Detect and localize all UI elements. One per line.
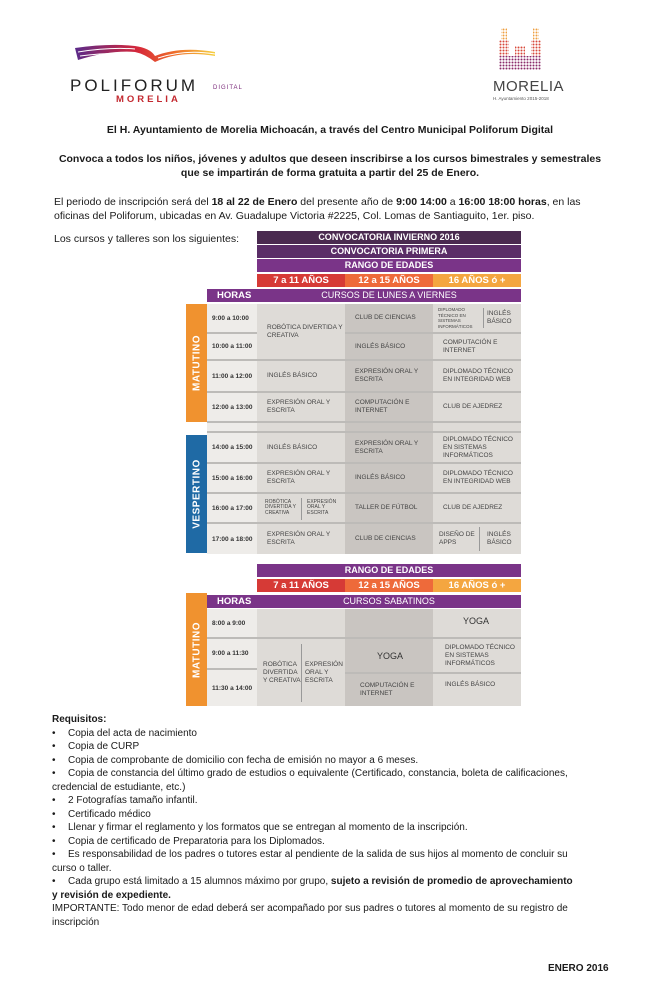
requirements — [52, 713, 622, 929]
course-cell: YOGA — [433, 609, 521, 639]
requirement-item — [52, 835, 622, 849]
item-text: Copia del acta de nacimiento — [68, 727, 197, 739]
intro-line-2b: que se impartirán de forma gratuita a partir del 25 de Enero. — [180, 167, 480, 179]
item-text: curso o taller. — [52, 862, 112, 874]
course-cell: EXPRESIÓN ORAL Y ESCRITA — [301, 494, 345, 524]
hour-cell: 17:00 a 18:00 — [207, 524, 257, 554]
item-text-bold: sujeto a revisión de promedio de aprovechamiento — [330, 876, 573, 887]
text: , en las — [546, 196, 581, 208]
item-text: 2 Fotografías tamaño infantil. — [68, 795, 198, 806]
age-12-15: 12 a 15 AÑOS — [345, 274, 433, 287]
important-text: IMPORTANTE: Todo menor de edad deberá ser acompañado por sus padres o tutores al momento de su registro de — [52, 903, 568, 914]
courses-label: Los cursos y talleres son los siguientes: — [54, 233, 240, 245]
dates: 18 al 22 de Enero — [211, 196, 298, 208]
item-text: Cada grupo está limitado a 15 alumnos máximo por grupo, — [68, 876, 331, 887]
shift-morning — [186, 593, 207, 706]
requirement-item — [52, 808, 622, 822]
bullet: • — [52, 795, 56, 806]
hour-cell: 16:00 a 17:00 — [207, 494, 257, 524]
requirements-title: Requisitos: — [52, 714, 107, 725]
age-7-11: 7 a 11 AÑOS — [257, 579, 345, 592]
age-16-plus: 16 AÑOS ó + — [433, 274, 521, 287]
bullet: • — [52, 727, 56, 739]
poliforum-logo — [70, 38, 243, 105]
schedule-title: CONVOCATORIA INVIERNO 2016 — [257, 231, 521, 244]
course-cell: CLUB DE AJEDREZ — [433, 494, 521, 524]
course-cell: DISEÑO DE APPS — [439, 531, 475, 546]
course-cell: INGLÉS BÁSICO — [257, 433, 345, 464]
course-cell: EXPRESIÓN ORAL Y ESCRITA — [267, 531, 331, 546]
courses-header: CURSOS DE LUNES A VIERNES — [257, 289, 521, 302]
requirement-item — [52, 767, 622, 794]
logo-word: MORELIA — [493, 78, 565, 95]
hour-cell: 11:30 a 14:00 — [207, 670, 257, 706]
courses-header: CURSOS SABATINOS — [257, 595, 521, 608]
item-text: credencial de estudiante, etc.) — [52, 781, 186, 793]
age-range-label: RANGO DE EDADES — [257, 564, 521, 577]
course-cell: COMPUTACIÓN E INTERNET — [360, 682, 415, 697]
hours: 16:00 18:00 horas — [458, 196, 547, 208]
bullet: • — [52, 768, 56, 779]
text: del presente año de — [297, 196, 397, 208]
item-text: Copia de comprobante de domicilio con fecha de emisión no mayor a 6 meses. — [68, 754, 419, 766]
course-cell: EXPRESIÓN ORAL Y ESCRITA — [345, 361, 433, 393]
intro-line-1: El H. Ayuntamiento de Morelia Michoacán, a través del Centro Municipal Poliforum Digital — [106, 124, 554, 136]
age-16-plus: 16 AÑOS ó + — [433, 579, 521, 592]
hour-cell: 8:00 a 9:00 — [207, 609, 257, 639]
course-cell: COMPUTACIÓN E INTERNET — [345, 393, 433, 423]
hour-cell: 9:00 a 11:30 — [207, 639, 257, 670]
course-cell: YOGA — [345, 639, 433, 674]
shift-evening — [186, 435, 207, 553]
item-text: Llenar y firmar el reglamento y los formatos que se entregan al momento de la inscripción. — [68, 822, 468, 833]
logo-city: MORELIA — [116, 94, 181, 105]
bullet: • — [52, 876, 56, 887]
bullet: • — [52, 822, 56, 833]
hour-cell: 12:00 a 13:00 — [207, 393, 257, 423]
course-cell: INGLÉS BÁSICO — [345, 464, 433, 494]
course-cell: TALLER DE FÚTBOL — [345, 494, 433, 524]
registration-period — [54, 195, 624, 223]
schedule-subtitle: CONVOCATORIA PRIMERA — [257, 245, 521, 258]
course-cell: INGLÉS BÁSICO — [257, 361, 345, 393]
intro-line-2a: Convoca a todos los niños, jóvenes y adultos que deseen inscribirse a los cursos bimestrales y semestrales — [58, 153, 602, 165]
logo-word: POLIFORUM — [70, 76, 199, 95]
hour-cell: 10:00 a 11:00 — [207, 334, 257, 361]
item-text: Copia de CURP — [68, 741, 140, 752]
shift-morning — [186, 304, 207, 422]
hours-label: HORAS — [207, 289, 257, 302]
course-cell: EXPRESIÓN ORAL Y ESCRITA — [257, 393, 345, 423]
bullet: • — [52, 849, 56, 860]
logo-suffix: DIGITAL — [213, 85, 243, 91]
course-cell: CLUB DE AJEDREZ — [433, 393, 521, 423]
course-cell: INGLÉS BÁSICO — [483, 304, 521, 334]
course-cell: EXPRESIÓN ORAL Y ESCRITA — [345, 433, 433, 464]
requirement-item — [52, 740, 622, 754]
address: oficinas del Poliforum, ubicadas en Av. Guadalupe Victoria #2225, Col. Lomas de Santiaguito, 1er. piso. — [54, 210, 535, 222]
requirement-item — [52, 875, 622, 902]
course-cell: ROBÓTICA DIVERTIDA Y CREATIVA — [257, 304, 345, 361]
footer-date: ENERO 2016 — [548, 963, 609, 974]
course-cell: DIPLOMADO TÉCNICO EN SISTEMAS INFORMÁTICOS — [433, 304, 483, 334]
course-cell: ROBÓTICA DIVERTIDA Y CREATIVA — [263, 660, 301, 684]
course-cell: CLUB DE CIENCIAS — [345, 304, 433, 334]
hour-spacer — [207, 423, 257, 433]
requirement-item — [52, 727, 622, 741]
age-12-15: 12 a 15 AÑOS — [345, 579, 433, 592]
requirement-item — [52, 821, 622, 835]
hours-label: HORAS — [207, 595, 257, 608]
course-cell: INGLÉS BÁSICO — [487, 531, 512, 546]
item-text: Copia de constancia del último grado de estudios o equivalente (Certificado, constancia, boleta de calificaciones, — [68, 768, 568, 779]
item-text: Es responsabilidad de los padres o tutores estar al pendiente de la salida de sus hijos al momento de concluir su — [68, 849, 568, 860]
bullet: • — [52, 835, 56, 847]
item-text-bold: y revisión de expediente. — [52, 889, 171, 901]
course-cell: DIPLOMADO TÉCNICO EN SISTEMAS INFORMÁTICOS — [433, 433, 521, 464]
age-range-label: RANGO DE EDADES — [257, 259, 521, 272]
shift-label: MATUTINO — [191, 621, 202, 678]
hour-cell: 14:00 a 15:00 — [207, 433, 257, 464]
bullet: • — [52, 754, 56, 766]
text: a — [446, 196, 459, 208]
course-cell: DIPLOMADO TÉCNICO EN INTEGRIDAD WEB — [433, 464, 521, 494]
course-cell: DIPLOMADO TÉCNICO EN INTEGRIDAD WEB — [433, 361, 521, 393]
hour-cell: 11:00 a 12:00 — [207, 361, 257, 393]
hours: 9:00 14:00 — [396, 196, 447, 208]
important-note — [52, 902, 622, 929]
text: El periodo de inscripción será del — [54, 196, 212, 208]
course-cell: DIPLOMADO TÉCNICO EN SISTEMAS INFORMÁTICOS — [433, 639, 521, 674]
age-7-11: 7 a 11 AÑOS — [257, 274, 345, 287]
shift-label: MATUTINO — [191, 334, 202, 392]
hour-cell: 15:00 a 16:00 — [207, 464, 257, 494]
logo-subtitle: H. Ayuntamiento 2015-2018 — [493, 96, 549, 101]
course-cell: ROBÓTICA DIVERTIDA Y CREATIVA — [257, 494, 301, 524]
bullet: • — [52, 741, 56, 752]
course-cell: COMPUTACIÓN E INTERNET — [433, 334, 521, 361]
course-cell: EXPRESIÓN ORAL Y ESCRITA — [305, 660, 343, 684]
course-cell: EXPRESIÓN ORAL Y ESCRITA — [257, 464, 345, 494]
course-cell: INGLÉS BÁSICO — [345, 334, 433, 361]
course-cell: CLUB DE CIENCIAS — [355, 535, 416, 542]
requirement-item — [52, 848, 622, 875]
requirement-item — [52, 794, 622, 808]
important-text: inscripción — [52, 916, 100, 928]
hour-cell: 9:00 a 10:00 — [207, 304, 257, 334]
ribbon-icon — [70, 38, 230, 78]
item-text: Certificado médico — [68, 808, 151, 820]
shift-label: VESPERTINO — [191, 459, 202, 529]
cathedral-icon — [496, 22, 556, 72]
bullet: • — [52, 808, 56, 820]
spacer-row — [257, 423, 521, 433]
requirement-item — [52, 754, 622, 768]
morelia-logo — [488, 22, 573, 104]
course-cell: INGLÉS BÁSICO — [445, 681, 496, 688]
item-text: Copia de certificado de Preparatoria para los Diplomados. — [68, 835, 325, 847]
